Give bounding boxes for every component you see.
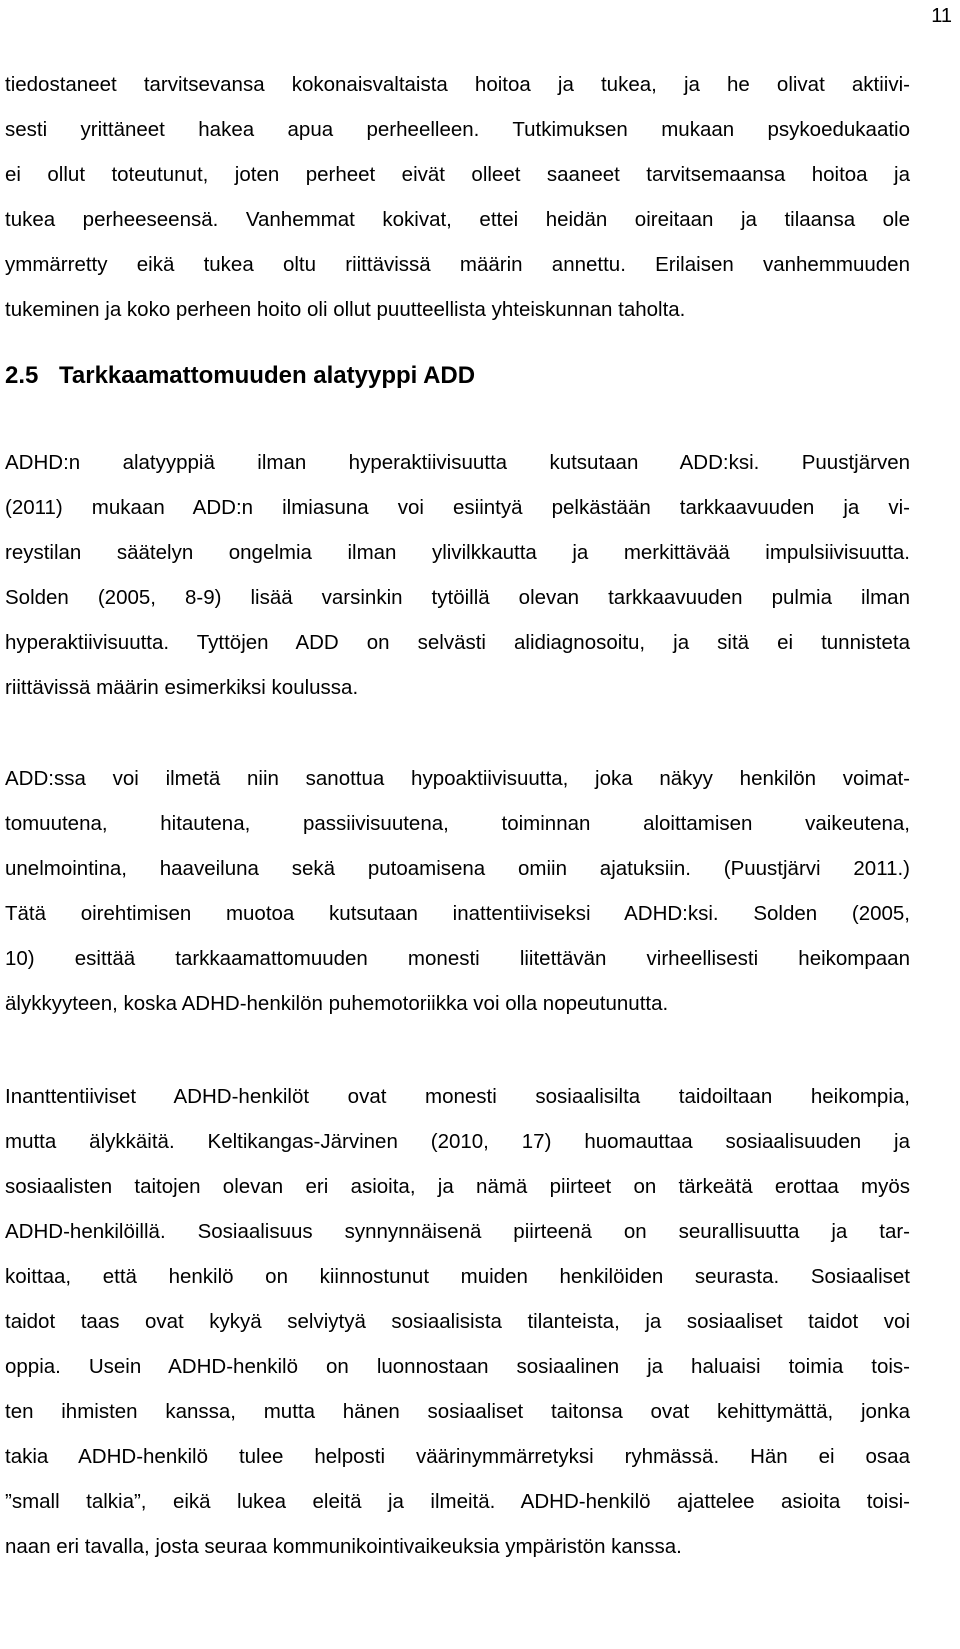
- section-number: 2.5: [5, 362, 39, 389]
- text-line: taidot taas ovat kykyä selviytyä sosiaalisista tilanteista, ja sosiaaliset taidot voi: [5, 1310, 910, 1333]
- text-line: tomuutena, hitautena, passiivisuutena, toiminnan aloittamisen vaikeutena,: [5, 812, 910, 835]
- text-line: Tätä oirehtimisen muotoa kutsutaan inattentiiviseksi ADHD:ksi. Solden (2005,: [5, 902, 910, 925]
- text-line: ADD:ssa voi ilmetä niin sanottua hypoaktiivisuutta, joka näkyy henkilön voimat-: [5, 767, 910, 790]
- text-line: ymmärretty eikä tukea oltu riittävissä määrin annettu. Erilaisen vanhemmuuden: [5, 253, 910, 276]
- text-line: Inanttentiiviset ADHD-henkilöt ovat monesti sosiaalisilta taidoiltaan heikompia,: [5, 1085, 910, 1108]
- page-number: 11: [931, 5, 952, 27]
- text-line: tukea perheeseensä. Vanhemmat kokivat, ettei heidän oireitaan ja tilaansa ole: [5, 208, 910, 231]
- text-line: tiedostaneet tarvitsevansa kokonaisvaltaista hoitoa ja tukea, ja he olivat aktiivi-: [5, 73, 910, 96]
- text-line: sosiaalisten taitojen olevan eri asioita, ja nämä piirteet on tärkeätä erottaa myös: [5, 1175, 910, 1198]
- text-line: sesti yrittäneet hakea apua perheelleen. Tutkimuksen mukaan psykoedukaatio: [5, 118, 910, 141]
- text-line: tukeminen ja koko perheen hoito oli ollut puutteellista yhteiskunnan taholta.: [5, 298, 686, 321]
- text-line: Solden (2005, 8-9) lisää varsinkin tytöillä olevan tarkkaavuuden pulmia ilman: [5, 586, 910, 609]
- paragraph-add-definition: [5, 440, 910, 710]
- paragraph-family-support: [5, 62, 910, 332]
- text-line: riittävissä määrin esimerkiksi koulussa.: [5, 676, 359, 699]
- section-heading: [5, 361, 910, 391]
- text-line: takia ADHD-henkilö tulee helposti väärinymmärretyksi ryhmässä. Hän ei osaa: [5, 1445, 910, 1468]
- paragraph-hypoactivity: [5, 756, 910, 1026]
- text-line: älykkyyteen, koska ADHD-henkilön puhemotoriikka voi olla nopeutunutta.: [5, 992, 669, 1015]
- text-line: unelmointina, haaveiluna sekä putoamisena omiin ajatuksiin. (Puustjärvi 2011.): [5, 857, 910, 880]
- text-line: ten ihmisten kanssa, mutta hänen sosiaaliset taitonsa ovat kehittymättä, jonka: [5, 1400, 910, 1423]
- text-line: naan eri tavalla, josta seuraa kommunikointivaikeuksia ympäristön kanssa.: [5, 1535, 682, 1558]
- text-line: mutta älykkäitä. Keltikangas-Järvinen (2010, 17) huomauttaa sosiaalisuuden ja: [5, 1130, 910, 1153]
- text-line: hyperaktiivisuutta. Tyttöjen ADD on selvästi alidiagnosoitu, ja sitä ei tunnisteta: [5, 631, 910, 654]
- paragraph-social-skills: [5, 1074, 910, 1569]
- document-body: [5, 62, 910, 1569]
- text-line: ADHD-henkilöillä. Sosiaalisuus synnynnäisenä piirteenä on seurallisuutta ja tar-: [5, 1220, 910, 1243]
- text-line: reystilan säätelyn ongelmia ilman ylivilkkautta ja merkittävää impulsiivisuutta.: [5, 541, 910, 564]
- text-line: 10) esittää tarkkaamattomuuden monesti liitettävän virheellisesti heikompaan: [5, 947, 910, 970]
- text-line: (2011) mukaan ADD:n ilmiasuna voi esiintyä pelkästään tarkkaavuuden ja vi-: [5, 496, 910, 519]
- text-line: koittaa, että henkilö on kiinnostunut muiden henkilöiden seurasta. Sosiaaliset: [5, 1265, 910, 1288]
- text-line: oppia. Usein ADHD-henkilö on luonnostaan sosiaalinen ja haluaisi toimia tois-: [5, 1355, 910, 1378]
- text-line: ”small talkia”, eikä lukea eleitä ja ilmeitä. ADHD-henkilö ajattelee asioita toisi-: [5, 1490, 910, 1513]
- section-title: Tarkkaamattomuuden alatyyppi ADD: [59, 362, 476, 389]
- text-line: ei ollut toteutunut, joten perheet eivät olleet saaneet tarvitsemaansa hoitoa ja: [5, 163, 910, 186]
- text-line: ADHD:n alatyyppiä ilman hyperaktiivisuutta kutsutaan ADD:ksi. Puustjärven: [5, 451, 910, 474]
